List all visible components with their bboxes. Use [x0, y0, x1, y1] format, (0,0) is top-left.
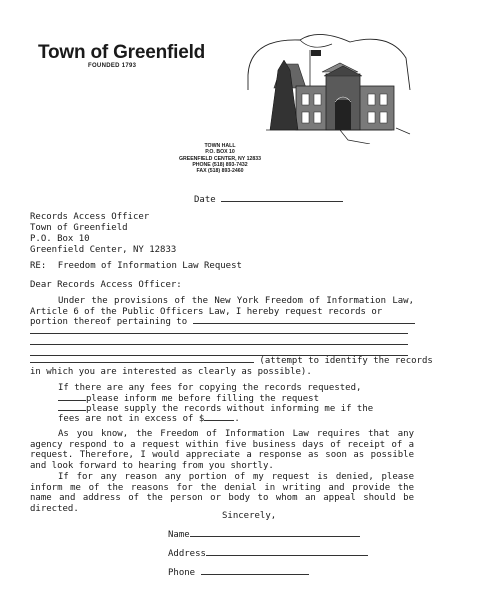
fees-option-2-checkbox[interactable]	[58, 410, 86, 411]
para1-tail: (attempt to identify the records	[259, 356, 433, 366]
para3-text: As you know, the Freedom of Information Law requires that any agency respond to a request within five business days of receipt of a request. Therefore, I would appreciate a response as soon as possible and look forward to hearing from you shortly.	[30, 429, 414, 471]
re-label: RE:	[30, 261, 47, 271]
name-field[interactable]	[190, 536, 360, 537]
records-line[interactable]	[30, 344, 408, 345]
pertaining-row	[30, 317, 415, 328]
recipient-line: Records Access Officer	[30, 212, 150, 222]
records-line[interactable]	[30, 333, 408, 334]
phone-label: Phone	[168, 568, 196, 578]
fee-amount-field[interactable]	[204, 420, 234, 421]
address-field[interactable]	[206, 555, 368, 556]
phone-row	[168, 568, 309, 579]
date-row	[194, 195, 343, 206]
recipient-line: Town of Greenfield	[30, 223, 128, 233]
date-label: Date	[194, 195, 216, 205]
town-hall-illustration	[240, 30, 412, 144]
para1-end: in which you are interested as clearly as possible).	[30, 367, 312, 377]
fees-option-2-text: please supply the records without informing me if the	[86, 404, 374, 414]
recipient-line: Greenfield Center, NY 12833	[30, 245, 177, 255]
recipient-line: P.O. Box 10	[30, 234, 90, 244]
name-row	[168, 530, 360, 541]
closing: Sincerely,	[222, 511, 277, 521]
address-row	[168, 549, 368, 560]
fees-option-1-text: please inform me before filling the request	[86, 394, 319, 404]
fees-limit-row: fees are not in excess of $ .	[58, 414, 240, 424]
para1-pertaining: portion thereof pertaining to	[30, 317, 188, 327]
request-paragraph	[30, 296, 414, 317]
para4-text: If for any reason any portion of my request is denied, please inform me of the reasons for the denial in writing and provide the name and address of the person or body to whom an appeal should be directed.	[30, 472, 414, 514]
denial-paragraph	[30, 472, 414, 514]
address-label: Address	[168, 549, 206, 559]
address-line: TOWN HALL	[204, 143, 236, 149]
phone-field[interactable]	[201, 574, 309, 575]
date-field[interactable]	[221, 201, 343, 202]
address-line: P.O. BOX 10	[205, 149, 235, 156]
fees-option-2-end: fees are not in excess of $	[58, 414, 205, 424]
founded-line: FOUNDED 1793	[88, 63, 137, 69]
para1-text: Under the provisions of the New York Freedom of Information Law, Article 6 of the Public Officers Law, I hereby request records or	[30, 296, 414, 317]
records-field[interactable]	[193, 323, 415, 324]
fees-option-1-checkbox[interactable]	[58, 400, 86, 401]
name-label: Name	[168, 530, 190, 540]
attempt-row	[30, 356, 433, 367]
letterhead-address	[160, 143, 280, 174]
salutation: Dear Records Access Officer:	[30, 280, 182, 290]
re-text: Freedom of Information Law Request	[57, 261, 242, 271]
re-line	[30, 261, 242, 272]
fees-line: If there are any fees for copying the records requested,	[58, 383, 362, 393]
records-field[interactable]	[30, 362, 254, 363]
town-name: Town of Greenfield	[38, 42, 206, 63]
address-line: PHONE (518) 893-7432	[192, 161, 248, 168]
address-line: FAX (518) 893-2460	[196, 168, 244, 175]
address-line: GREENFIELD CENTER, NY 12833	[178, 155, 262, 162]
response-paragraph	[30, 429, 414, 471]
recipient-block	[30, 212, 176, 256]
